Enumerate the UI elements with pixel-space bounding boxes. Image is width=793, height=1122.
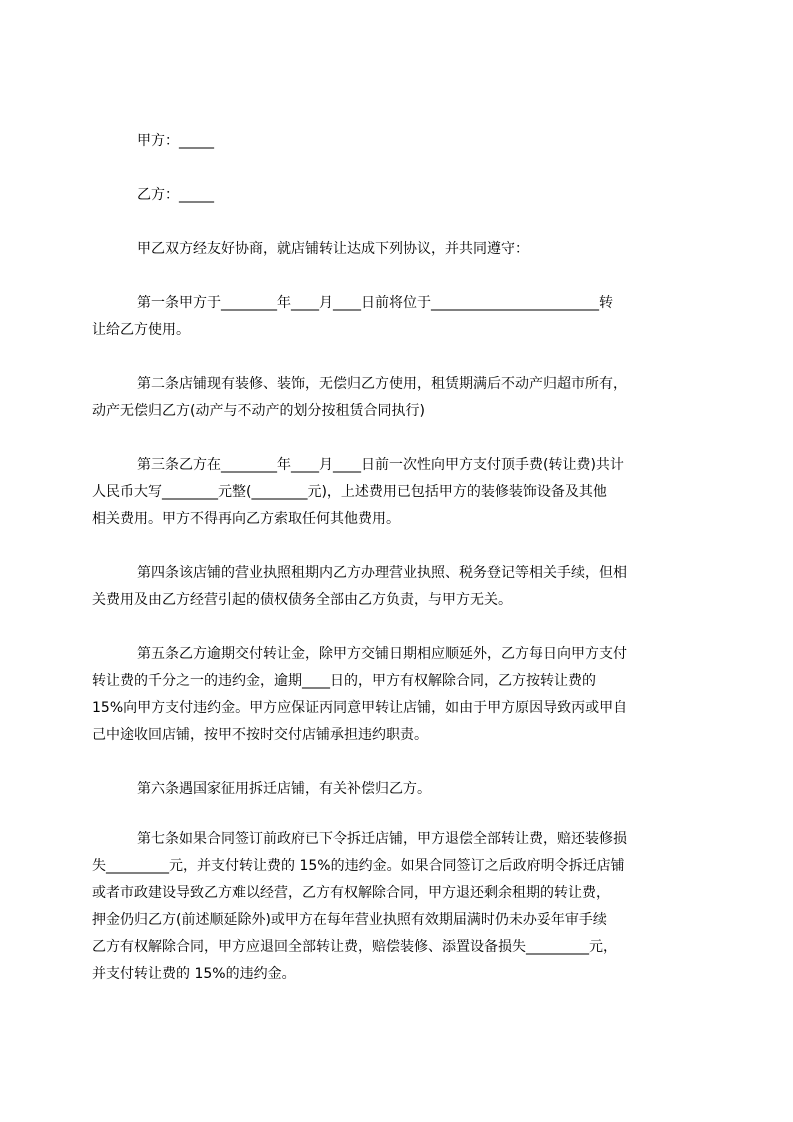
party-b-line: 乙方：_____ xyxy=(137,187,214,203)
article-line: 相关费用。甲方不得再向乙方索取任何其他费用。 xyxy=(92,511,400,527)
article-line: 乙方有权解除合同，甲方应退回全部转让费，赔偿装修、添置设备损失_________元， xyxy=(92,939,617,955)
article-line: 让给乙方使用。 xyxy=(92,322,190,338)
article-1 xyxy=(92,290,700,344)
article-line: 第六条遇国家征用拆迁店铺，有关补偿归乙方。 xyxy=(137,781,431,797)
article-line: 或者市政建设导致乙方难以经营，乙方有权解除合同，甲方退还剩余租期的转让费， xyxy=(92,885,610,901)
article-line: 失_________元，并支付转让费的 15%的违约金。如果合同签订之后政府明令拆迁店铺 xyxy=(92,858,625,874)
party-a-line: 甲方：_____ xyxy=(137,133,214,149)
article-line: 押金仍归乙方(前述顺延除外)或甲方在每年营业执照有效期届满时仍未办妥年审手续 xyxy=(92,912,607,928)
article-line: 动产无偿归乙方(动产与不动产的划分按租赁合同执行) xyxy=(92,403,425,419)
article-3 xyxy=(92,452,700,533)
article-line: 第五条乙方逾期交付转让金，除甲方交铺日期相应顺延外，乙方每日向甲方支付 xyxy=(137,646,627,662)
article-4 xyxy=(92,560,700,614)
article-line: 第一条甲方于________年____月____日前将位于________________________转 xyxy=(137,295,613,311)
article-line: 己中途收回店铺，按甲不按时交付店铺承担违约职责。 xyxy=(92,727,428,743)
contract-body xyxy=(92,128,700,1015)
article-line: 第三条乙方在________年____月____日前一次性向甲方支付顶手费(转让费)共计 xyxy=(137,457,624,473)
article-line: 人民币大写________元整(________元)，上述费用已包括甲方的装修装饰设备及其他 xyxy=(92,484,607,500)
article-line: 关费用及由乙方经营引起的债权债务全部由乙方负责，与甲方无关。 xyxy=(92,592,512,608)
article-line: 第四条该店铺的营业执照租期内乙方办理营业执照、税务登记等相关手续，但相 xyxy=(137,565,627,581)
article-2 xyxy=(92,371,700,425)
article-7 xyxy=(92,826,700,988)
article-5 xyxy=(92,641,700,749)
article-line: 第二条店铺现有装修、装饰，无偿归乙方使用，租赁期满后不动产归超市所有， xyxy=(137,376,627,392)
intro-paragraph: 甲乙双方经友好协商，就店铺转让达成下列协议，并共同遵守： xyxy=(137,241,529,257)
article-line: 15%向甲方支付违约金。甲方应保证丙同意甲转让店铺，如由于甲方原因导致丙或甲自 xyxy=(92,700,628,716)
article-line: 第七条如果合同签订前政府已下令拆迁店铺，甲方退偿全部转让费，赔还装修损 xyxy=(137,831,627,847)
article-line: 转让费的千分之一的违约金，逾期____日的，甲方有权解除合同，乙方按转让费的 xyxy=(92,673,596,689)
article-line: 并支付转让费的 15%的违约金。 xyxy=(92,966,296,982)
article-6 xyxy=(92,776,700,803)
